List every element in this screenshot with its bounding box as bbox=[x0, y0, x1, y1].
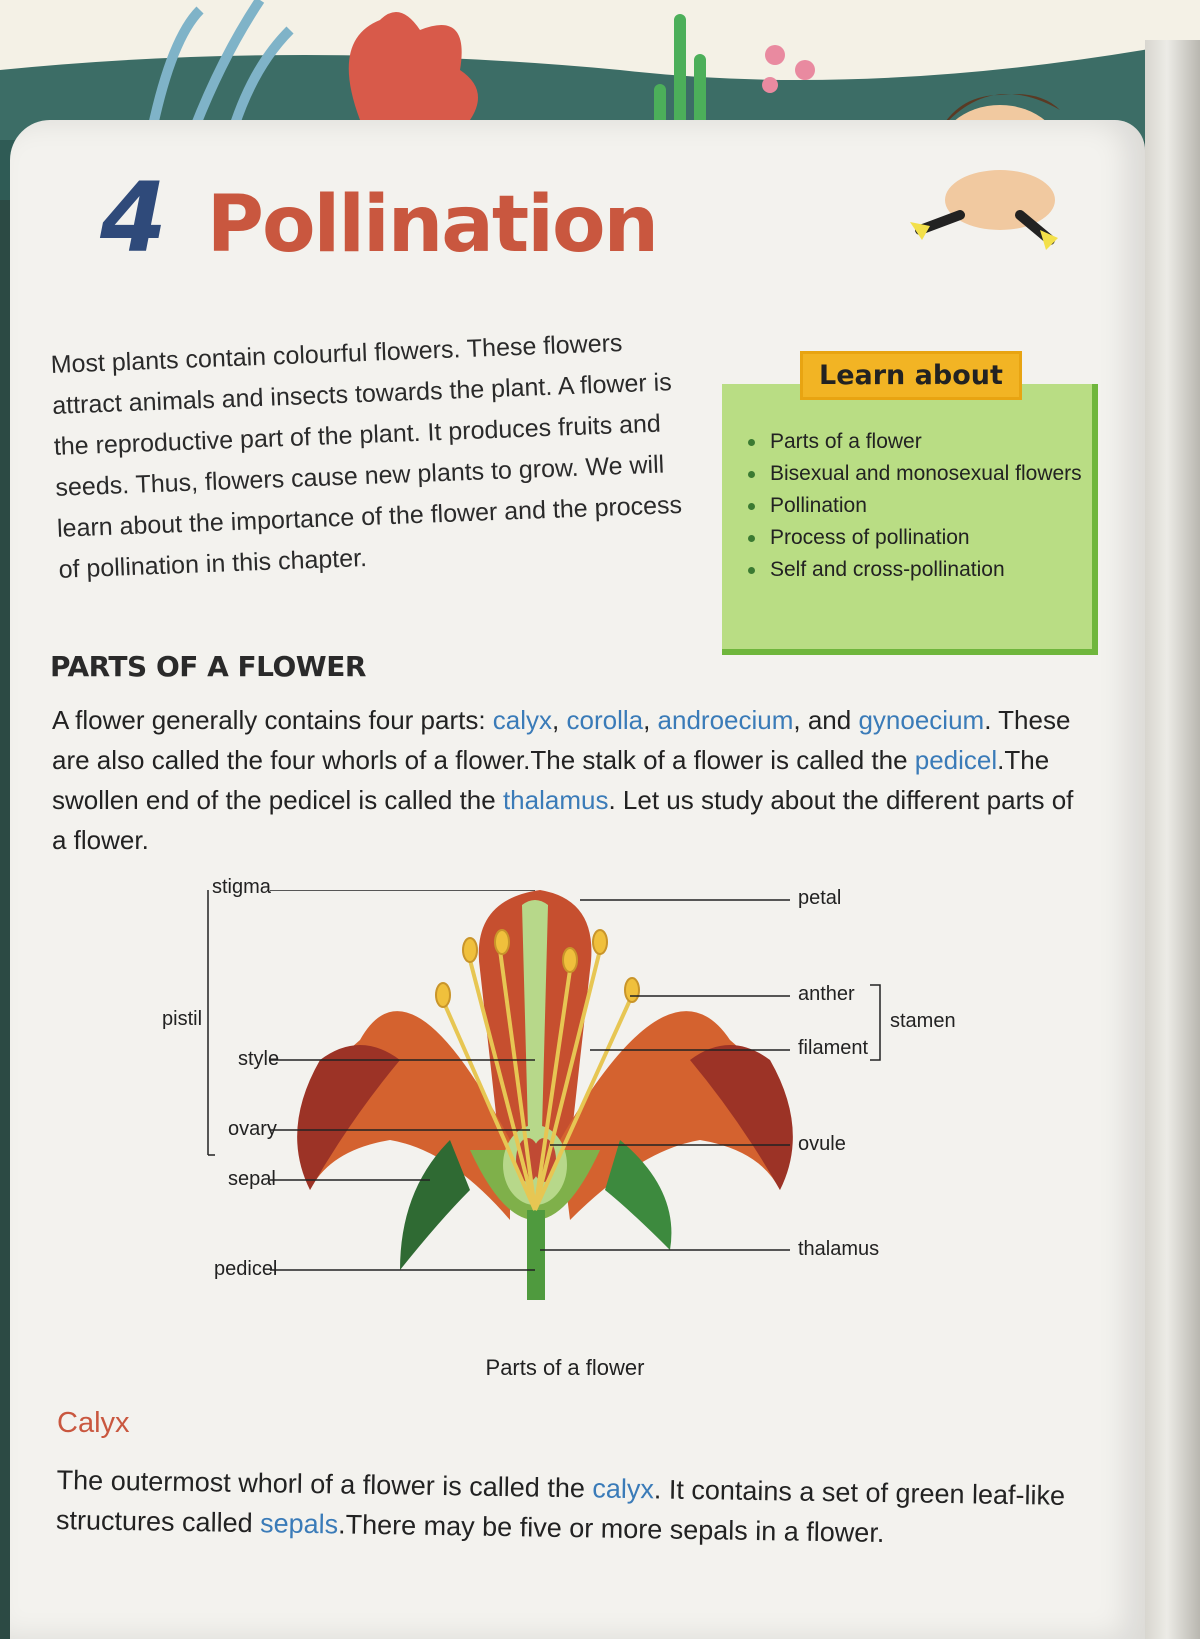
label-filament: filament bbox=[798, 1037, 869, 1059]
label-ovule: ovule bbox=[798, 1133, 846, 1155]
term-calyx: calyx bbox=[492, 705, 553, 735]
term-thalamus: thalamus bbox=[502, 785, 609, 815]
learn-about-tag: Learn about bbox=[800, 351, 1022, 400]
label-ovary: ovary bbox=[228, 1118, 277, 1140]
parts-paragraph bbox=[52, 700, 1092, 860]
label-anther: anther bbox=[798, 983, 855, 1005]
text-run: . These are also called the four whorls of a flower.The stalk of a flower is called the bbox=[52, 705, 1071, 775]
intro-paragraph: Most plants contain colourful flowers. These flowers attract animals and insects towards the plant. A flower is the reproductive part of the plant. It produces fruits and seeds. Thus, flowers cause new plants to grow. We will learn about the importance of the flower and the process of pollination in this chapter. bbox=[50, 329, 683, 584]
mascot-body bbox=[900, 160, 1060, 260]
chapter-title: Pollination bbox=[206, 180, 658, 270]
learn-about-box bbox=[722, 384, 1098, 655]
term-corolla: corolla bbox=[566, 705, 644, 735]
list-item: Parts of a flower bbox=[770, 426, 1100, 458]
term-androecium: androecium bbox=[657, 705, 794, 735]
page-edge bbox=[1145, 40, 1200, 1639]
text-run: , bbox=[552, 705, 567, 735]
label-style: style bbox=[238, 1048, 280, 1070]
list-item: Process of pollination bbox=[770, 522, 1100, 554]
term-sepals: sepals bbox=[259, 1508, 339, 1540]
figure-caption: Parts of a flower bbox=[485, 1355, 645, 1380]
section-heading: PARTS OF A FLOWER bbox=[50, 650, 366, 683]
label-petal: petal bbox=[798, 887, 842, 909]
text-run: , and bbox=[793, 705, 859, 735]
flower-diagram bbox=[150, 876, 1010, 1360]
label-thalamus: thalamus bbox=[798, 1238, 880, 1260]
flower-illustration bbox=[150, 890, 1010, 1360]
text-run: .The swollen end of the pedicel is called the bbox=[52, 745, 1050, 815]
label-pistil: pistil bbox=[162, 1008, 203, 1030]
label-pedicel: pedicel bbox=[214, 1258, 278, 1280]
list-item: Self and cross-pollination bbox=[770, 554, 1100, 586]
text-run: . Let us study about the different parts of a flower. bbox=[52, 785, 1074, 855]
term-gynoecium: gynoecium bbox=[858, 705, 985, 735]
text-run: .There may be five or more sepals in a flower. bbox=[337, 1509, 885, 1549]
text-run: . It contains a set of green leaf-like structures called bbox=[55, 1474, 1066, 1539]
chapter-number: 4 bbox=[100, 162, 167, 274]
list-item: Bisexual and monosexual flowers bbox=[770, 458, 1100, 490]
subsection-heading-calyx: Calyx bbox=[57, 1407, 130, 1439]
label-stigma: stigma bbox=[212, 876, 271, 898]
text-run: , bbox=[643, 705, 658, 735]
chapter-heading bbox=[100, 162, 658, 274]
calyx-paragraph bbox=[56, 1460, 1077, 1556]
learn-about-list bbox=[722, 426, 1100, 586]
text-run: The outermost whorl of a flower is called the bbox=[56, 1464, 593, 1504]
term-pedicel: pedicel bbox=[914, 745, 998, 775]
term-calyx: calyx bbox=[592, 1473, 655, 1505]
list-item: Pollination bbox=[770, 490, 1100, 522]
text-run: A flower generally contains four parts: bbox=[52, 705, 493, 735]
label-stamen: stamen bbox=[890, 1010, 956, 1032]
label-sepal: sepal bbox=[228, 1168, 276, 1190]
